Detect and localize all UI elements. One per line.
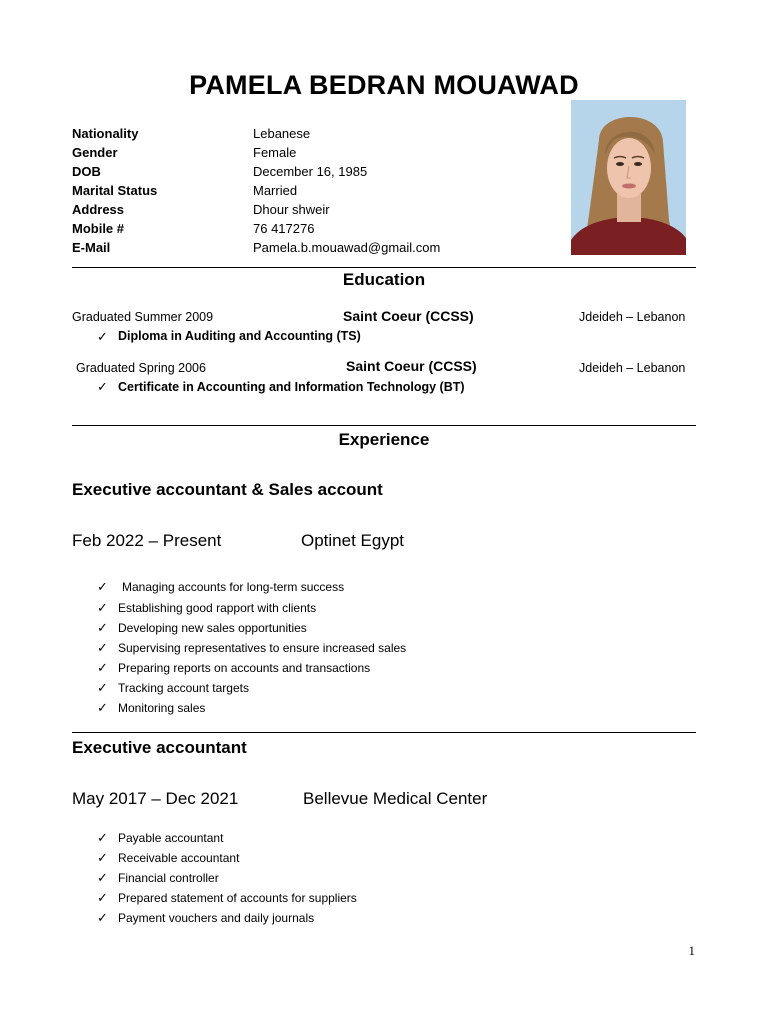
info-value-address: Dhour shweir <box>253 202 330 217</box>
check-icon: ✓ <box>97 850 108 865</box>
job-title: Executive accountant <box>72 738 247 757</box>
check-icon: ✓ <box>97 600 108 615</box>
check-icon: ✓ <box>97 620 108 635</box>
info-label-marital-status: Marital Status <box>72 183 158 198</box>
check-icon: ✓ <box>97 680 108 695</box>
check-icon: ✓ <box>97 830 108 845</box>
education-date: Graduated Spring 2006 <box>76 361 206 375</box>
duty-item: Managing accounts for long-term success <box>122 580 345 594</box>
info-label-email: E-Mail <box>72 240 111 255</box>
education-heading: Education <box>342 270 426 289</box>
education-location: Jdeideh – Lebanon <box>579 361 686 375</box>
info-label-nationality: Nationality <box>72 126 139 141</box>
info-value-dob: December 16, 1985 <box>253 164 368 179</box>
check-icon: ✓ <box>97 579 108 594</box>
education-school: Saint Coeur (CCSS) <box>343 308 474 324</box>
divider <box>72 267 696 268</box>
duty-item: Payment vouchers and daily journals <box>118 911 315 925</box>
check-icon: ✓ <box>97 910 108 925</box>
job-title: Executive accountant & Sales account <box>72 480 383 499</box>
duty-item: Payable accountant <box>118 831 224 845</box>
info-label-dob: DOB <box>72 164 101 179</box>
education-date: Graduated Summer 2009 <box>72 310 214 324</box>
divider <box>72 732 696 733</box>
experience-heading: Experience <box>338 430 430 449</box>
info-value-gender: Female <box>253 145 297 160</box>
candidate-name: PAMELA BEDRAN MOUAWAD <box>189 70 579 100</box>
education-degree: Diploma in Auditing and Accounting (TS) <box>118 329 361 343</box>
info-label-address: Address <box>72 202 125 217</box>
education-location: Jdeideh – Lebanon <box>579 310 686 324</box>
duty-item: Supervising representatives to ensure increased sales <box>118 641 407 655</box>
check-icon: ✓ <box>97 640 108 655</box>
job-company: Optinet Egypt <box>301 531 405 550</box>
duty-item: Tracking account targets <box>118 681 249 695</box>
duty-item: Financial controller <box>118 871 219 885</box>
info-value-nationality: Lebanese <box>253 126 311 141</box>
duty-item: Prepared statement of accounts for suppliers <box>118 891 357 905</box>
info-value-mobile: 76 417276 <box>253 221 315 236</box>
duty-item: Preparing reports on accounts and transactions <box>118 661 371 675</box>
duty-item: Developing new sales opportunities <box>118 621 307 635</box>
job-period: May 2017 – Dec 2021 <box>72 789 239 808</box>
check-icon: ✓ <box>97 700 108 715</box>
check-icon: ✓ <box>97 660 108 675</box>
profile-photo <box>571 100 686 255</box>
education-degree: Certificate in Accounting and Information Technology (BT) <box>118 380 465 394</box>
check-icon: ✓ <box>97 379 108 394</box>
info-value-marital-status: Married <box>253 183 298 198</box>
info-value-email: Pamela.b.mouawad@gmail.com <box>253 240 441 255</box>
check-icon: ✓ <box>97 329 108 344</box>
education-school: Saint Coeur (CCSS) <box>346 358 477 374</box>
info-label-gender: Gender <box>72 145 118 160</box>
page-number: 1 <box>688 943 695 958</box>
divider <box>72 425 696 426</box>
info-label-mobile: Mobile # <box>72 221 125 236</box>
job-period: Feb 2022 – Present <box>72 531 222 550</box>
duty-item: Monitoring sales <box>118 701 206 715</box>
job-company: Bellevue Medical Center <box>303 789 488 808</box>
duty-item: Establishing good rapport with clients <box>118 601 317 615</box>
check-icon: ✓ <box>97 890 108 905</box>
duty-item: Receivable accountant <box>118 851 240 865</box>
check-icon: ✓ <box>97 870 108 885</box>
